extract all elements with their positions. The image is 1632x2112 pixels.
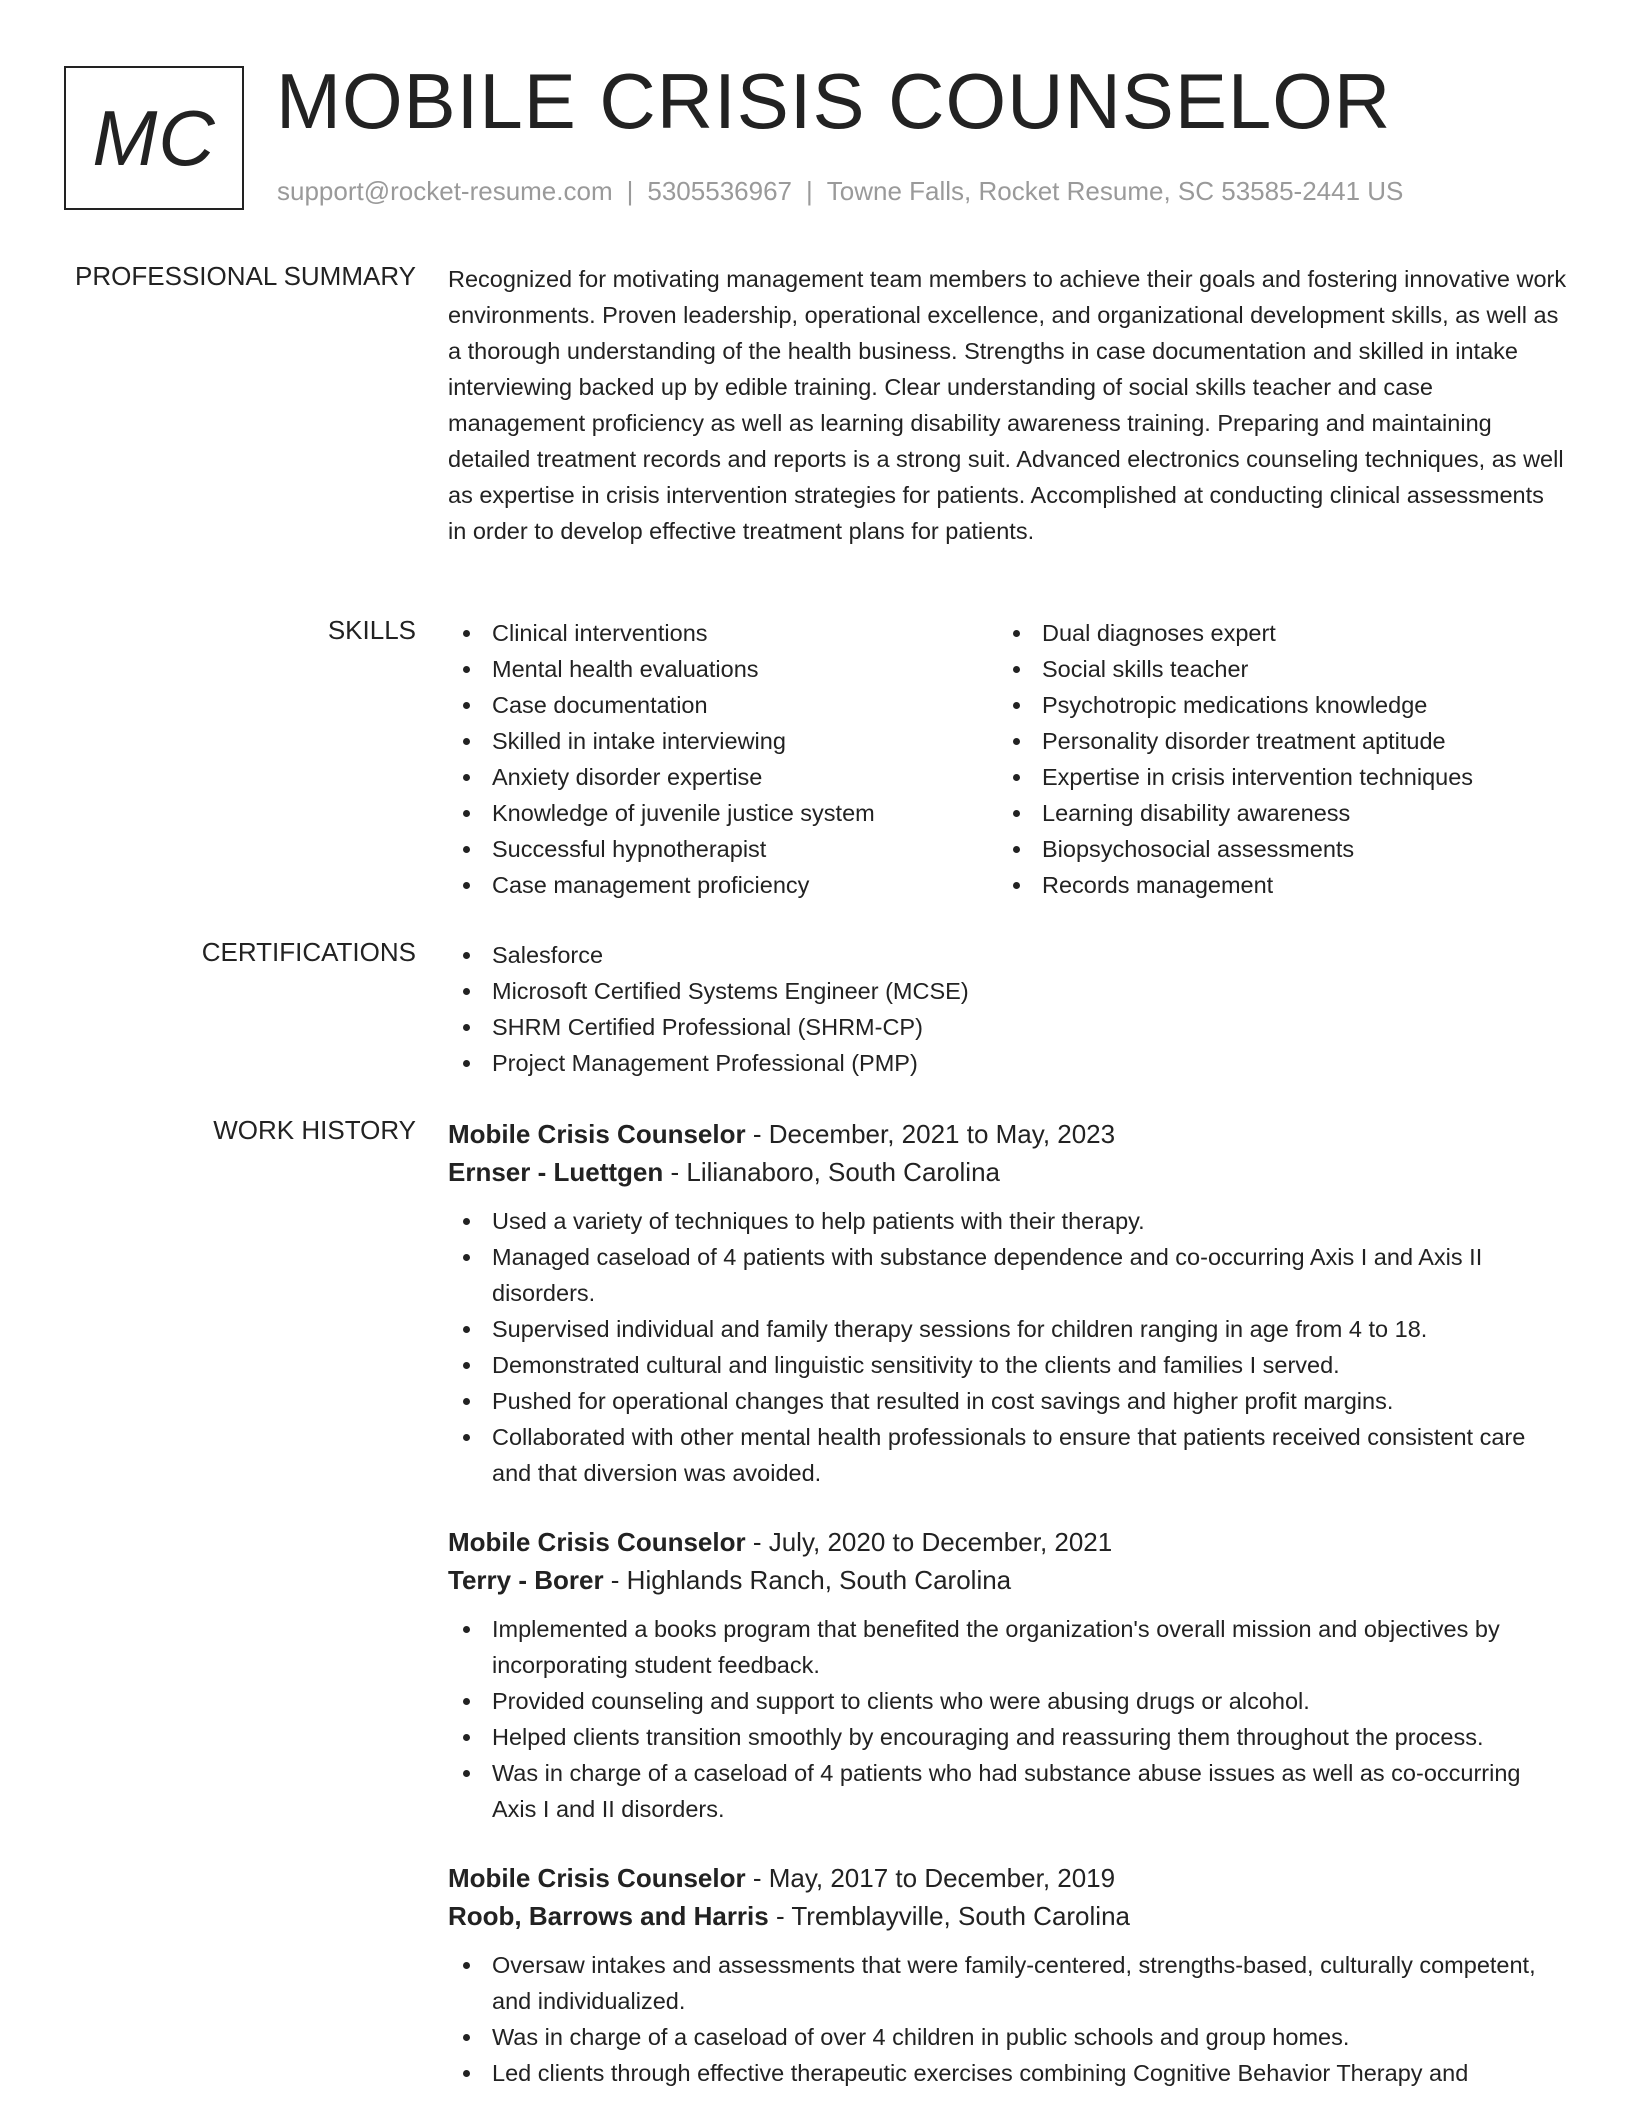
contact-address: Towne Falls, Rocket Resume, SC 53585-2441 US [826, 176, 1404, 206]
contact-separator: | [626, 176, 634, 206]
skills-grid [448, 615, 1568, 903]
skill-item: Case documentation [448, 687, 998, 723]
skill-item: Personality disorder treatment aptitude [998, 723, 1548, 759]
certification-item: Microsoft Certified Systems Engineer (MCSE) [448, 973, 1568, 1009]
job-entry [448, 1859, 1568, 2091]
job-bullets [448, 1947, 1568, 2091]
contact-line [277, 176, 1403, 207]
job-entry [448, 1523, 1568, 1827]
monogram-box [64, 66, 244, 210]
contact-separator: | [806, 176, 813, 206]
skill-item: Mental health evaluations [448, 651, 998, 687]
job-title-line [448, 1115, 1568, 1153]
job-bullet: Was in charge of a caseload of 4 patients who had substance abuse issues as well as co-occurring Axis I and II disorders. [448, 1755, 1568, 1827]
summary-text: Recognized for motivating management team members to achieve their goals and fostering innovative work environments. Proven leadership, operational excellence, and organizational development skills, as well as a thorough understanding of the health business. Strengths in case documentation and skilled in intake interviewing backed up by edible training. Clear understanding of social skills teacher and case management proficiency as well as learning disability awareness training. Preparing and maintaining detailed treatment records and reports is a strong suit. Advanced electronics counseling techniques, as well as expertise in crisis intervention strategies for patients. Accomplished at conducting clinical assessments in order to develop effective treatment plans for patients. [448, 266, 1567, 544]
job-bullet: Pushed for operational changes that resulted in cost savings and higher profit margins. [448, 1383, 1568, 1419]
skills-list-left [448, 615, 998, 903]
certification-item: Salesforce [448, 937, 1568, 973]
job-title: Mobile Crisis Counselor [448, 1527, 746, 1557]
job-dates: - July, 2020 to December, 2021 [745, 1527, 1113, 1557]
job-dates: - December, 2021 to May, 2023 [745, 1119, 1116, 1149]
resume-name-title: MOBILE CRISIS COUNSELOR [276, 57, 1392, 145]
skill-item: Social skills teacher [998, 651, 1548, 687]
skill-item: Psychotropic medications knowledge [998, 687, 1548, 723]
job-title-line [448, 1523, 1568, 1561]
skill-item: Learning disability awareness [998, 795, 1548, 831]
job-bullets [448, 1611, 1568, 1827]
job-company: Ernser - Luettgen [448, 1157, 664, 1187]
job-bullet: Used a variety of techniques to help patients with their therapy. [448, 1203, 1568, 1239]
job-company: Roob, Barrows and Harris [448, 1901, 769, 1931]
skill-item: Knowledge of juvenile justice system [448, 795, 998, 831]
job-bullet: Implemented a books program that benefited the organization's overall mission and objectives by incorporating student feedback. [448, 1611, 1568, 1683]
job-bullet: Oversaw intakes and assessments that were family-centered, strengths-based, culturally competent, and individualized. [448, 1947, 1568, 2019]
monogram-initials: MC [92, 93, 216, 182]
skill-item: Biopsychosocial assessments [998, 831, 1548, 867]
job-location: - Lilianaboro, South Carolina [663, 1157, 1001, 1187]
summary-heading: PROFESSIONAL SUMMARY [75, 261, 416, 291]
job-bullet: Provided counseling and support to clients who were abusing drugs or alcohol. [448, 1683, 1568, 1719]
job-bullet: Was in charge of a caseload of over 4 children in public schools and group homes. [448, 2019, 1568, 2055]
job-entry [448, 1115, 1568, 1491]
skill-item: Clinical interventions [448, 615, 998, 651]
job-bullets [448, 1203, 1568, 1491]
skill-item: Case management proficiency [448, 867, 998, 903]
job-title: Mobile Crisis Counselor [448, 1119, 746, 1149]
job-bullet: Managed caseload of 4 patients with substance dependence and co-occurring Axis I and Axis II disorders. [448, 1239, 1568, 1311]
skill-item: Dual diagnoses expert [998, 615, 1548, 651]
skills-list-right [998, 615, 1548, 903]
job-company-line [448, 1153, 1568, 1191]
job-bullet: Helped clients transition smoothly by encouraging and reassuring them throughout the process. [448, 1719, 1568, 1755]
job-dates: - May, 2017 to December, 2019 [745, 1863, 1116, 1893]
certification-item: Project Management Professional (PMP) [448, 1045, 1568, 1081]
work-history-heading: WORK HISTORY [213, 1115, 416, 1145]
skills-heading: SKILLS [327, 615, 416, 645]
job-title: Mobile Crisis Counselor [448, 1863, 746, 1893]
job-location: - Highlands Ranch, South Carolina [603, 1565, 1012, 1595]
contact-phone[interactable]: 5305536967 [647, 176, 792, 206]
skill-item: Successful hypnotherapist [448, 831, 998, 867]
job-company-line [448, 1897, 1568, 1935]
contact-email[interactable]: support@rocket-resume.com [277, 176, 613, 206]
certifications-list [448, 937, 1568, 1081]
job-company: Terry - Borer [448, 1565, 604, 1595]
certifications-heading: CERTIFICATIONS [201, 937, 416, 967]
skill-item: Records management [998, 867, 1548, 903]
job-bullet: Demonstrated cultural and linguistic sensitivity to the clients and families I served. [448, 1347, 1568, 1383]
skill-item: Expertise in crisis intervention techniques [998, 759, 1548, 795]
certification-item: SHRM Certified Professional (SHRM-CP) [448, 1009, 1568, 1045]
job-title-line [448, 1859, 1568, 1897]
job-location: - Tremblayville, South Carolina [768, 1901, 1130, 1931]
job-bullet: Supervised individual and family therapy sessions for children ranging in age from 4 to 18. [448, 1311, 1568, 1347]
skill-item: Anxiety disorder expertise [448, 759, 998, 795]
job-company-line [448, 1561, 1568, 1599]
job-bullet: Collaborated with other mental health professionals to ensure that patients received consistent care and that diversion was avoided. [448, 1419, 1568, 1491]
skill-item: Skilled in intake interviewing [448, 723, 998, 759]
job-bullet: Led clients through effective therapeutic exercises combining Cognitive Behavior Therapy and [448, 2055, 1568, 2091]
